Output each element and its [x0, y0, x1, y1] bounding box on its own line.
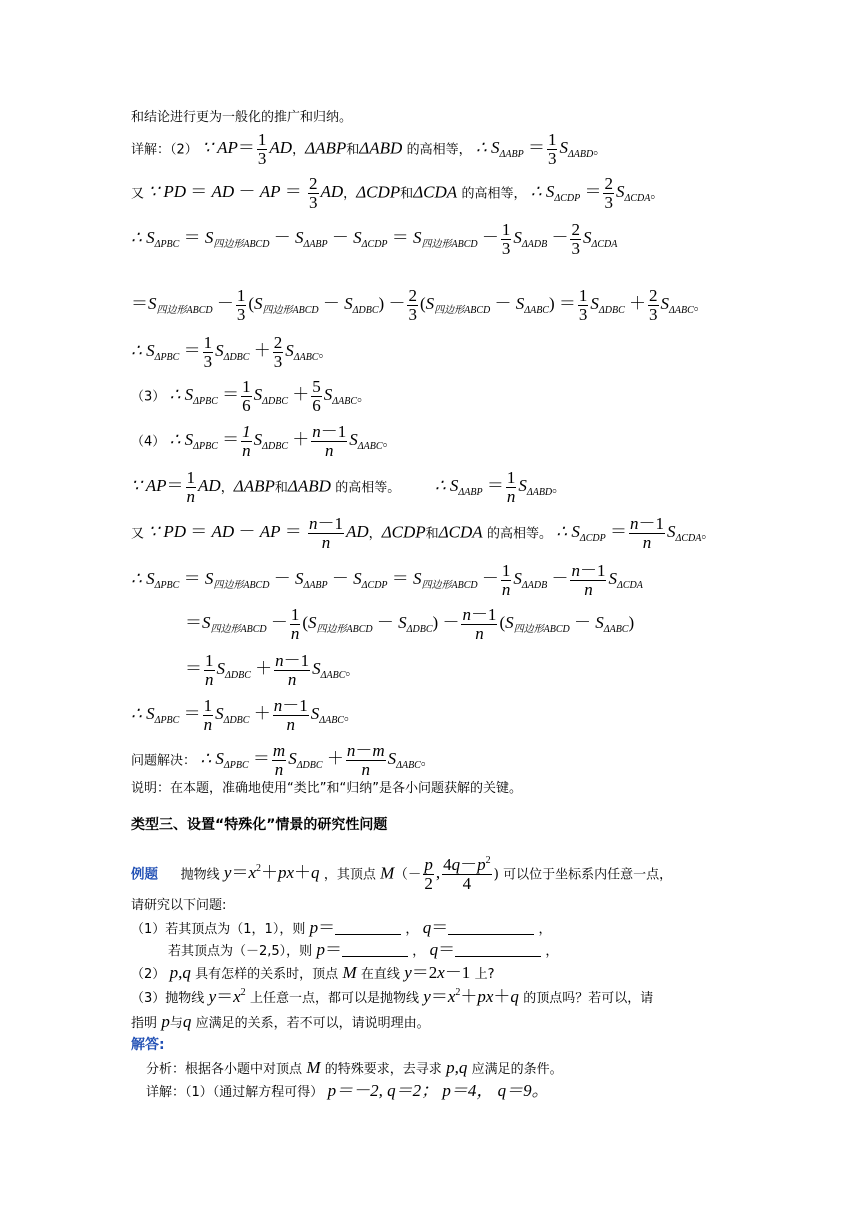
text-fragment: （1）若其顶点为（1，1），则: [131, 922, 306, 937]
example-line: 例题 抛物线 $y=x^2+px+q$ ，其顶点 M（－ $\frac{p}{2}$ , $\frac{4q-p^2}{4}$ ) 可以位于坐标系内任意一点，: [131, 855, 673, 893]
answer-values: p＝－2, q＝2； p＝4， q＝9。: [327, 1081, 549, 1100]
section-title-text: 类型三、设置“特殊化”情景的研究性问题: [131, 817, 388, 833]
analysis-line: 分析：根据各小题中对顶点 M 的特殊要求，去寻求 p,q 应满足的条件。: [146, 1058, 563, 1077]
problem-solution-line: 问题解决： ∴ $S_{\Delta PBC}$ ＝ $\frac{m}{n}$ $S_{\Delta DBC}$ ＋ $\frac{n-m}{n}$ $S_{\Delta ABC}$。: [131, 741, 434, 779]
question-3a: （3）抛物线 $y=x^2$ 上任意一点，都可以是抛物线 $y=x^2+px+q$ 的顶点吗？若可以，请: [131, 987, 654, 1006]
text-fragment: 的高相等，: [406, 142, 472, 158]
text-fragment: 可以位于坐标系内任意一点，: [503, 867, 673, 883]
note-text: 说明：在本题，准确地使用“类比”和“归纳”是各小问题获解的关键。: [131, 781, 522, 796]
text-fragment: 应满足的条件。: [471, 1062, 563, 1077]
equation-line: $=S_{四边形ABCD}$ － $\frac{1}{3}$ $(S_{四边形ABCD} - S_{\Delta DBC})$ － $\frac{2}{3}$ $(S_{四边形ABCD} - S_{\Delta ABC})$ ＝ $\frac{1}{3}$ $S_{\Delta DBC}$ ＋ $\frac{2}{3}$ $S_{\Delta ABC}$。: [131, 286, 707, 324]
text-fragment: 的高相等。: [335, 480, 401, 496]
text-fragment: 应满足的关系，若不可以，请说明理由。: [195, 1016, 430, 1031]
section-title: [131, 817, 387, 834]
equation-line: ∴ $S_{\Delta PBC} = S_{四边形ABCD} - S_{\Delta ABP} - S_{\Delta CDP} = S_{四边形ABCD}$ － $\frac{1}{n}$ $S_{\Delta ADB}$ － $\frac{n-1}{n}$ $S_{\Delta CDA}$: [131, 561, 643, 599]
equation-line: ∴ $S_{\Delta PBC}$ ＝ $\frac{1}{n}$ $S_{\Delta DBC}$ ＋ $\frac{n-1}{n}$ $S_{\Delta ABC}$。: [131, 696, 357, 734]
text-fragment: 问题解决：: [131, 753, 197, 769]
text-fragment: 分析：根据各小题中对顶点: [146, 1062, 303, 1077]
detail-line-2: 详解：（2） ∵ AP＝ $\frac{1}{3}$ AD，ΔABP和ΔABD 的高相等， ∴ $S_{\Delta ABP}$ ＝ $\frac{1}{3}$ $S_{\Delta ABD}$。: [131, 130, 607, 168]
detail-label: 详解：（2）: [131, 142, 198, 158]
text-fragment: 又: [131, 186, 145, 202]
text-fragment: 若其顶点为（－2,5），则: [168, 944, 313, 959]
text-fragment: 抛物线: [180, 867, 220, 883]
answer-blank-q1[interactable]: [448, 920, 534, 935]
answer-blank-p2[interactable]: [342, 942, 408, 957]
question-3b: 指明 p与q 应满足的关系，若不可以，请说明理由。: [131, 1012, 430, 1031]
answer-heading: [131, 1037, 165, 1054]
detail-line-3: 又 ∵ PD ＝ AD － AP ＝ $\frac{2}{3}$ AD，ΔCDP和ΔCDA 的高相等， ∴ $S_{\Delta CDP}$ ＝ $\frac{2}{3}$ $S_{\Delta CDA}$。: [131, 174, 664, 212]
text-fragment: 的高相等，: [461, 186, 527, 202]
text-fragment: 具有怎样的关系时，顶点: [195, 967, 339, 982]
equation-line: ∴ $S_{\Delta PBC}$ ＝ $\frac{1}{3}$ $S_{\Delta DBC}$ ＋ $\frac{2}{3}$ $S_{\Delta ABC}$。: [131, 333, 332, 371]
text-fragment: 的高相等。: [486, 526, 552, 542]
equation-line: ∴ $S_{\Delta PBC} = S_{四边形ABCD} - S_{\Delta ABP} - S_{\Delta CDP} = S_{四边形ABCD}$ － $\frac{1}{3}$ $S_{\Delta ADB}$ － $\frac{2}{3}$ $S_{\Delta CDA}$: [131, 220, 618, 258]
text-fragment: 上?: [474, 967, 495, 982]
text-line: [131, 110, 352, 126]
text-line: [131, 781, 522, 797]
text-fragment: 详解：（1）（通过解方程可得）: [146, 1085, 324, 1100]
intro-text: 和结论进行更为一般化的推广和归纳。: [131, 110, 353, 125]
text-fragment: 上任意一点，都可以是抛物线: [249, 991, 419, 1006]
text-fragment: ，其顶点: [323, 867, 376, 883]
text-fragment: （2）: [131, 967, 166, 982]
answer-blank-q2[interactable]: [455, 942, 541, 957]
text-line: [131, 898, 226, 914]
answer-blank-p1[interactable]: [335, 920, 401, 935]
text-fragment: 请研究以下问题:: [131, 898, 227, 913]
question-2: （2） p,q 具有怎样的关系时，顶点 M 在直线 y＝2x－1 上?: [131, 963, 495, 982]
text-fragment: 在直线: [360, 967, 400, 982]
question-1a: （1）若其顶点为（1，1），则 p＝ ， q＝ ，: [131, 918, 552, 937]
text-fragment: 指明: [131, 1016, 158, 1031]
equation-line: 又 ∵ PD ＝ AD － AP ＝ $\frac{n-1}{n}$ AD，ΔCDP和ΔCDA 的高相等。 ∴ $S_{\Delta CDP}$ ＝ $\frac{n-1}{n}$ $S_{\Delta CDA}$。: [131, 514, 715, 552]
question-1b: 若其顶点为（－2,5），则 p＝ ， q＝ ，: [168, 940, 559, 959]
equation-line: （4） ∴ $S_{\Delta PBC}$ ＝ $\frac{1}{n}$ $S_{\Delta DBC}$ ＋ $\frac{n-1}{n}$ $S_{\Delta ABC}$。: [131, 422, 396, 460]
equation-line: $=S_{四边形ABCD}$ － $\frac{1}{n}$ $(S_{四边形ABCD} - S_{\Delta DBC})$ － $\frac{n-1}{n}$ $(S_{四边形ABCD} - S_{\Delta ABC})$: [185, 605, 635, 643]
item-number: （3）: [131, 389, 166, 405]
text-fragment: （3）抛物线: [131, 991, 205, 1006]
equation-line: （3） ∴ $S_{\Delta PBC}$ ＝ $\frac{1}{6}$ $S_{\Delta DBC}$ ＋ $\frac{5}{6}$ $S_{\Delta ABC}$。: [131, 377, 371, 415]
item-number: （4）: [131, 434, 166, 450]
text-fragment: 的特殊要求，去寻求: [324, 1062, 442, 1077]
equation-line: ∵ AP＝ $\frac{1}{n}$ AD，ΔABP和ΔABD 的高相等。 ∴ $S_{\Delta ABP}$ ＝ $\frac{1}{n}$ $S_{\Delta ABD}$。: [131, 468, 566, 506]
text-fragment: 又: [131, 526, 145, 542]
detail-answer-line: [146, 1081, 549, 1101]
equation-line: ＝ $\frac{1}{n}$ $S_{\Delta DBC}$ ＋ $\frac{n-1}{n}$ $S_{\Delta ABC}$。: [185, 651, 359, 689]
answer-label: 解答:: [131, 1037, 165, 1053]
text-fragment: 的顶点吗？若可以，请: [523, 991, 654, 1006]
example-label: 例题: [131, 866, 158, 883]
